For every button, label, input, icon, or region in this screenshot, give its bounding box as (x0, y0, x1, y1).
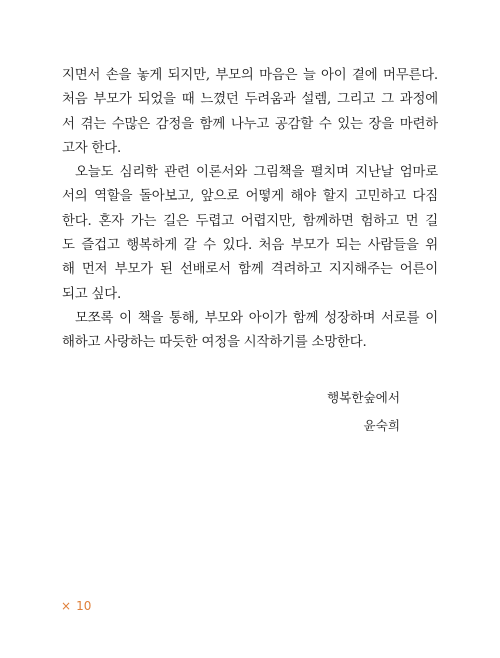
page-mark-icon: × (61, 599, 72, 613)
signature-place: 행복한숲에서 (327, 390, 400, 405)
text-line: 모쪼록 이 책을 통해, 부모와 아이가 함께 성장하며 서로를 이 (75, 310, 438, 326)
text-line: 서의 역할을 돌아보고, 앞으로 어떻게 해야 할지 고민하고 다짐 (62, 189, 438, 205)
text-line: 한다. 혼자 가는 길은 두렵고 어렵지만, 함께하면 험하고 먼 길 (62, 213, 438, 229)
text-line: 서 겪는 수많은 감정을 함께 나누고 공감할 수 있는 장을 마련하 (62, 116, 438, 132)
text-line: 지면서 손을 놓게 되지만, 부모의 마음은 늘 아이 곁에 머무른다. (62, 68, 438, 83)
signature-block (327, 384, 400, 440)
page-footer (61, 599, 91, 613)
text-line: 처음 부모가 되었을 때 느꼈던 두려움과 설렘, 그리고 그 과정에 (62, 92, 438, 108)
text-line: 고자 한다. (62, 140, 122, 156)
text-line: 오늘도 심리학 관련 이론서와 그림책을 펼치며 지난날 엄마로 (75, 165, 438, 181)
page-number: 10 (76, 599, 92, 613)
text-line: 도 즐겁고 행복하게 갈 수 있다. 처음 부모가 되는 사람들을 위 (62, 238, 438, 254)
text-line: 해하고 사랑하는 따듯한 여정을 시작하기를 소망한다. (62, 335, 367, 351)
signature-author: 윤숙희 (363, 418, 400, 433)
text-line: 해 먼저 부모가 된 선배로서 함께 격려하고 지지해주는 어른이 (62, 262, 438, 278)
text-line: 되고 싶다. (62, 286, 122, 302)
body-text (62, 64, 438, 356)
